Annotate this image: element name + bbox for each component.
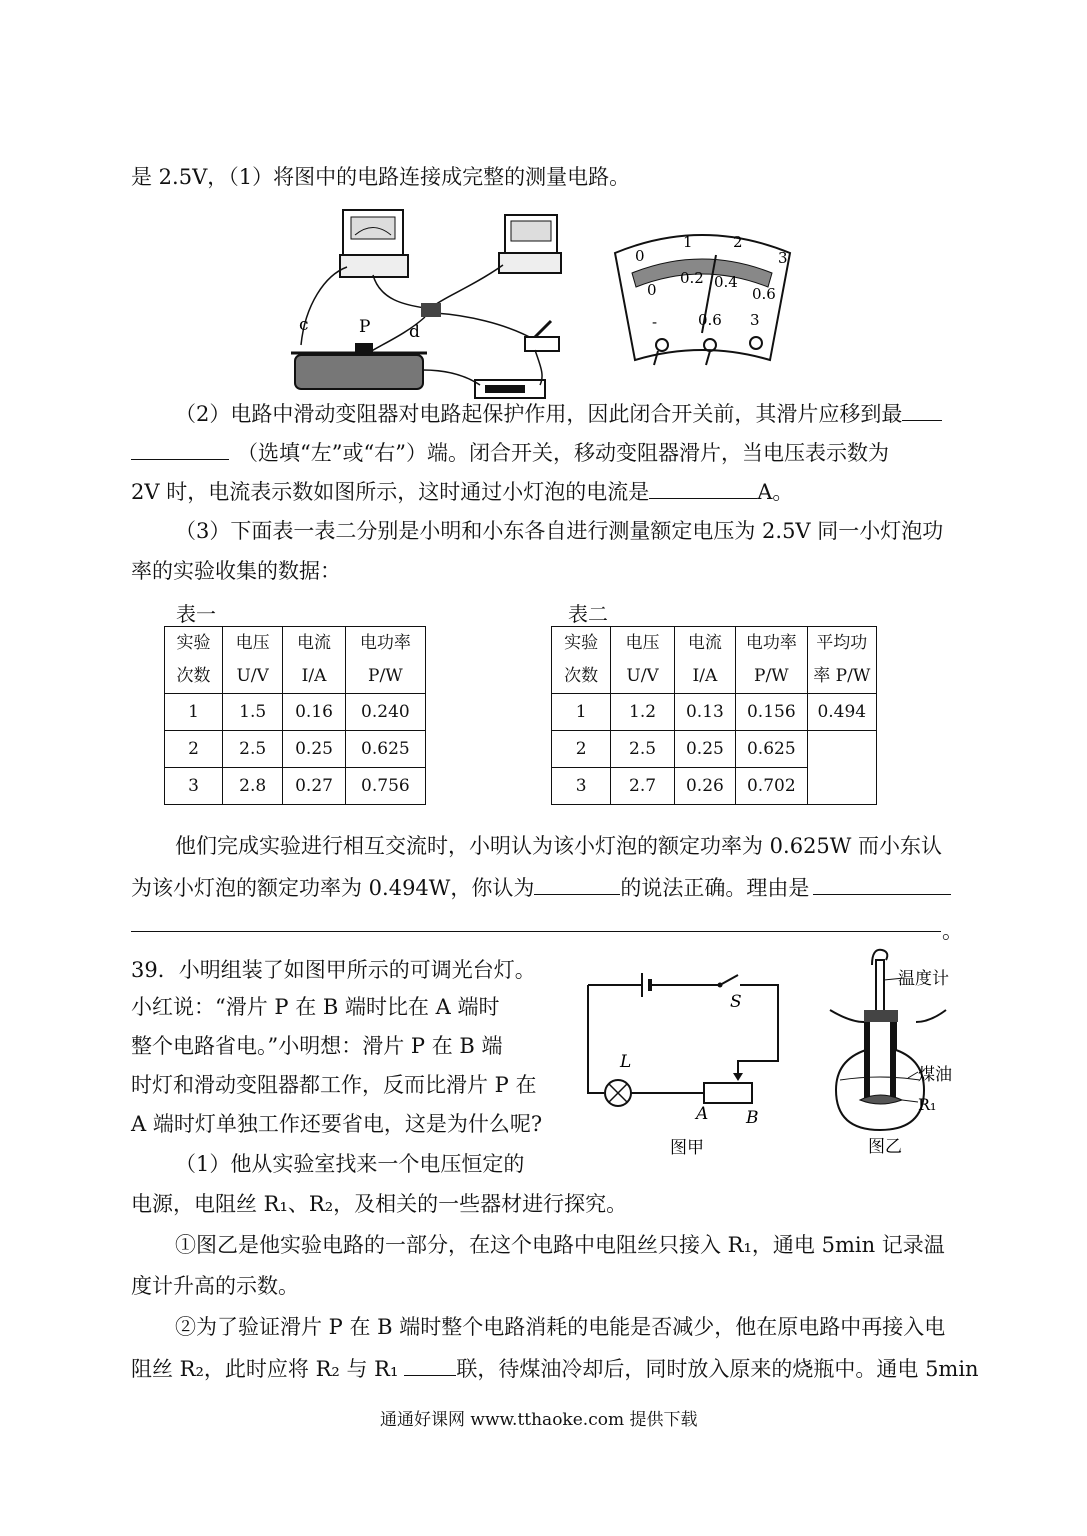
table-cell: 2 [165, 731, 223, 768]
header-line: I/A [692, 666, 718, 686]
text-line-8-content: 为该小灯泡的额定功率为 0.494W，你认为 [131, 876, 535, 900]
answer-blank-reason-1[interactable] [813, 872, 951, 895]
table-1 [164, 626, 426, 805]
header-line: 电压 [235, 633, 270, 653]
header-line: 电压 [625, 633, 660, 653]
q39-line-8: ①图乙是他实验电路的一部分，在这个电路中电阻丝只接入 R₁，通电 5min 记录温 [175, 1233, 945, 1257]
table1-header-cell [165, 627, 223, 694]
table-row [165, 768, 426, 805]
text-line-3-content: （选填“左”或“右”）端。闭合开关，移动变阻器滑片，当电压表示数为 [237, 441, 889, 465]
text-line-4-unit: A。 [757, 480, 794, 504]
q39-line-11-rest: 联，待煤油冷却后，同时放入原来的烧瓶中。通电 5min [456, 1357, 979, 1381]
top-scale-3: 3 [778, 249, 788, 267]
header-line: 电流 [687, 633, 722, 653]
header-line: 电功率 [359, 633, 411, 653]
table1-header-cell [283, 627, 345, 694]
table1-header-cell [223, 627, 283, 694]
header-line: 实验 [176, 633, 211, 653]
q39-line-4: 时灯和滑动变阻器都工作，反而比滑片 P 在 [131, 1073, 537, 1097]
table-cell: 0.13 [674, 694, 735, 731]
header-line: 电流 [297, 633, 332, 653]
label-p: P [359, 317, 371, 337]
table-2 [551, 626, 877, 805]
text-line-4 [131, 476, 793, 507]
text-line-7: 他们完成实验进行相互交流时，小明认为该小灯泡的额定功率为 0.625W 而小东认 [175, 834, 943, 858]
q39-line-6: （1）他从实验室找来一个电压恒定的 [175, 1152, 525, 1176]
table-cell: 2.5 [223, 731, 283, 768]
table-cell: 0.25 [674, 731, 735, 768]
header-line: U/V [236, 666, 269, 686]
q39-line-2: 小红说：“滑片 P 在 B 端时比在 A 端时 [131, 995, 500, 1019]
table-cell: 0.27 [283, 768, 345, 805]
label-r1: R₁ [918, 1095, 937, 1114]
table1-caption: 表一 [176, 602, 216, 626]
page-footer: 通通好课网 www.tthaoke.com 提供下载 [380, 1410, 698, 1430]
table1-header-row [165, 627, 426, 694]
table-cell: 0.625 [736, 731, 807, 768]
table-row [165, 694, 426, 731]
bottom-scale-06: 0.6 [752, 285, 776, 303]
table-cell: 2.5 [611, 731, 674, 768]
table-cell: 0.625 [345, 731, 425, 768]
table-cell-average: 0.494 [807, 694, 876, 731]
text-line-4-content: 2V 时，电流表示数如图所示，这时通过小灯泡的电流是 [131, 480, 650, 504]
terminal-minus: - [652, 313, 658, 331]
answer-blank-who[interactable] [534, 872, 620, 895]
text-line-5: （3）下面表一表二分别是小明和小东各自进行测量额定电压为 2.5V 同一小灯泡功 [175, 519, 944, 543]
label-a: A [696, 1104, 709, 1124]
table2-header-cell [807, 627, 876, 694]
table-cell: 1 [165, 694, 223, 731]
table2-header-cell [611, 627, 674, 694]
q39-line-1: 39．小明组装了如图甲所示的可调光台灯。 [131, 958, 536, 982]
answer-blank-end-1[interactable] [902, 398, 942, 421]
terminal-3: 3 [750, 311, 760, 329]
table-cell: 1.2 [611, 694, 674, 731]
q39-line-5: A 端时灯单独工作还要省电，这是为什么呢? [131, 1112, 543, 1136]
table2-header-cell [674, 627, 735, 694]
header-line: 电功率 [745, 633, 797, 653]
table-cell-empty [807, 731, 876, 805]
terminal-06: 0.6 [698, 311, 722, 329]
label-l: L [620, 1052, 632, 1072]
q39-line-11-content: 阻丝 R₂，此时应将 R₂ 与 R₁ [131, 1357, 399, 1381]
header-line: 平均功 [816, 633, 868, 653]
table-cell: 0.240 [345, 694, 425, 731]
table-cell: 3 [165, 768, 223, 805]
bottom-scale-0: 0 [647, 281, 657, 299]
header-line: P/W [754, 666, 789, 686]
table-cell: 0.156 [736, 694, 807, 731]
figure-jia-caption: 图甲 [670, 1138, 704, 1158]
header-line: I/A [301, 666, 327, 686]
table-row [552, 731, 877, 768]
table-cell: 2 [552, 731, 611, 768]
table-row [552, 694, 877, 731]
circuit-apparatus-figure [285, 205, 585, 400]
answer-blank-current[interactable] [649, 476, 757, 499]
table1-header-cell [345, 627, 425, 694]
answer-blank-end-2[interactable] [131, 437, 229, 460]
table-cell: 0.25 [283, 731, 345, 768]
table-cell: 2.8 [223, 768, 283, 805]
table2-caption: 表二 [568, 602, 608, 626]
top-scale-1: 1 [683, 233, 693, 251]
text-line-6: 率的实验收集的数据： [131, 559, 341, 583]
answer-blank-connection[interactable] [404, 1353, 456, 1376]
q39-line-7: 电源，电阻丝 R₁、R₂，及相关的一些器材进行探究。 [131, 1192, 628, 1216]
text-line-8-reason: 的说法正确。理由是 [620, 876, 810, 900]
text-line-8 [131, 872, 951, 903]
answer-blank-reason-2[interactable] [131, 931, 941, 932]
table-cell: 0.16 [283, 694, 345, 731]
table2-header-cell [736, 627, 807, 694]
label-d: d [409, 322, 420, 342]
text-line-2 [175, 398, 942, 429]
label-s: S [730, 992, 742, 1012]
bottom-scale-02: 0.2 [680, 269, 704, 287]
figure-jia-circuit [580, 965, 790, 1165]
table2-header-row [552, 627, 877, 694]
header-line: 率 P/W [813, 666, 871, 686]
text-line-2-content: （2）电路中滑动变阻器对电路起保护作用，因此闭合开关前，其滑片应移到最 [175, 402, 903, 426]
table-row [165, 731, 426, 768]
header-line: 次数 [176, 666, 211, 686]
top-scale-0: 0 [635, 247, 645, 265]
top-scale-2: 2 [733, 233, 743, 251]
table-cell: 0.702 [736, 768, 807, 805]
figure-yi-flask [820, 940, 970, 1160]
text-line-3 [131, 437, 889, 468]
bottom-scale-04: 0.4 [714, 273, 738, 291]
label-c: c [299, 315, 309, 335]
table-cell: 0.756 [345, 768, 425, 805]
label-kerosene: 煤油 [918, 1065, 952, 1085]
label-thermometer: 温度计 [898, 969, 949, 989]
header-line: 次数 [564, 666, 599, 686]
table-cell: 2.7 [611, 768, 674, 805]
table-cell: 3 [552, 768, 611, 805]
q39-line-3: 整个电路省电。”小明想：滑片 P 在 B 端 [131, 1034, 503, 1058]
figure-yi-caption: 图乙 [868, 1137, 902, 1157]
table-cell: 0.26 [674, 768, 735, 805]
q39-line-10: ②为了验证滑片 P 在 B 端时整个电路消耗的电能是否减少，他在原电路中再接入电 [175, 1315, 946, 1339]
header-line: 实验 [564, 633, 599, 653]
q39-line-11 [131, 1353, 979, 1384]
q39-line-9: 度计升高的示数。 [131, 1274, 299, 1298]
ammeter-dial-figure [610, 215, 795, 375]
label-b: B [746, 1108, 759, 1128]
table-cell: 1 [552, 694, 611, 731]
table2-header-cell [552, 627, 611, 694]
header-line: P/W [368, 666, 403, 686]
text-line-1: 是 2.5V，（1）将图中的电路连接成完整的测量电路。 [131, 165, 631, 189]
table-cell: 1.5 [223, 694, 283, 731]
text-line-9-period: 。 [942, 919, 963, 943]
header-line: U/V [626, 666, 659, 686]
